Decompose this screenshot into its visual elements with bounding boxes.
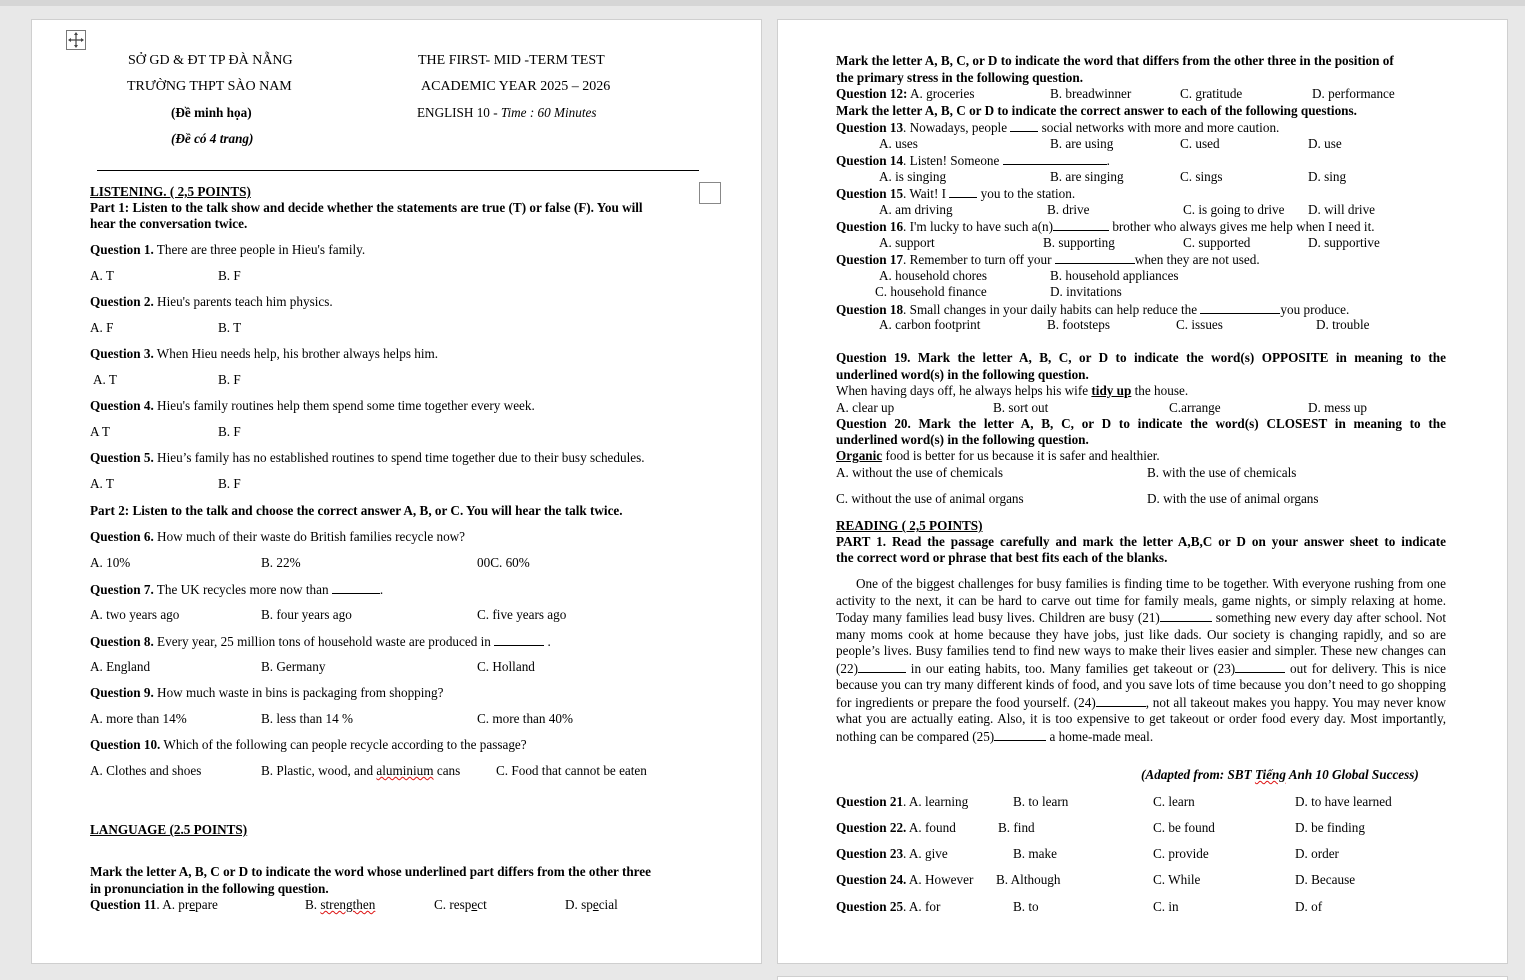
q24-option-b[interactable]: B. Although [996, 872, 1061, 887]
table-move-handle-icon[interactable] [66, 30, 86, 50]
q9-option-b[interactable]: B. less than 14 % [261, 711, 353, 726]
question-15: Question 15. Wait! I you to the station. [836, 186, 1076, 201]
reading-passage: One of the biggest challenges for busy families is finding time to be together. With everyone rushing from one activity to the next, it can be hard to carve out time for family meals, game nights, or simply relaxing at home. Today many families lead busy lives. Children are busy (21) something new every day after school. Not many moms cook at home because they have jobs, just like dads. Our society is changing rapidly, and so are people’s lives. Busy families tend to find new ways to make their lives easier and simpler. These new changes can (22) in our eating habits, too. Many families get takeout or (23) out for delivery. This is nice because you can try many different kinds of food, and you save lots of time because you don’t need to go shopping for ingredients or prepare the food yourself. (24) , not all takeout makes you happy. You may never know what you are actually eating. Also, it is too expensive to get takeout or order food every day. Most importantly, nothing can be compared (25) a home-made meal. [836, 576, 1447, 744]
q17-option-a[interactable]: A. household chores [879, 268, 988, 283]
q20-option-b[interactable]: B. with the use of chemicals [1147, 465, 1297, 480]
question-14: Question 14. Listen! Someone . [836, 153, 1110, 168]
q2-option-a[interactable]: A. F [90, 320, 114, 335]
q20-option-a[interactable]: A. without the use of chemicals [836, 465, 1004, 480]
header-sample-note: (Đề minh họa) [171, 105, 252, 120]
q25-option-d[interactable]: D. of [1295, 899, 1323, 914]
q2-option-b[interactable]: B. T [218, 320, 242, 335]
question-24: Question 24. A. However [836, 872, 974, 887]
mc-instr: Mark the letter A, B, C or D to indicate the correct answer to each of the following questions. [836, 103, 1357, 118]
q18-option-b[interactable]: B. footsteps [1047, 317, 1111, 332]
q14-option-d[interactable]: D. sing [1308, 169, 1347, 184]
q17-option-d[interactable]: D. invitations [1050, 284, 1122, 299]
question-6: Question 6. How much of their waste do British families recycle now? [90, 529, 466, 544]
listening-part1-instr-2: hear the conversation twice. [90, 216, 248, 231]
q16-option-a[interactable]: A. support [879, 235, 935, 250]
question-11: Question 11. A. prepare [90, 897, 218, 912]
q5-option-b[interactable]: B. F [218, 476, 241, 491]
header-department: SỞ GD & ĐT TP ĐÀ NẴNG [128, 53, 293, 68]
stress-instr-1: Mark the letter A, B, C, or D to indicate the word that differs from the other three in the position of [836, 53, 1394, 68]
q9-option-a[interactable]: A. more than 14% [90, 711, 187, 726]
q1-option-a[interactable]: A. T [90, 268, 114, 283]
passage-source: (Adapted from: SBT Tiếng Anh 10 Global Success) [1141, 767, 1419, 782]
q6-option-a[interactable]: A. 10% [90, 555, 131, 570]
q19-sentence: When having days off, he always helps his wife tidy up the house. [836, 383, 1189, 398]
listening-title: LISTENING. ( 2,5 POINTS) [90, 184, 251, 199]
q12-option-b[interactable]: B. breadwinner [1050, 86, 1132, 101]
q16-option-d[interactable]: D. supportive [1308, 235, 1380, 250]
test-title: THE FIRST- MID -TERM TEST [418, 53, 605, 68]
q13-option-a[interactable]: A. uses [879, 136, 918, 151]
header-divider [97, 170, 699, 171]
stress-instr-2: the primary stress in the following question. [836, 70, 1084, 85]
q25-option-c[interactable]: C. in [1153, 899, 1179, 914]
q10-option-a[interactable]: A. Clothes and shoes [90, 763, 202, 778]
q14-option-a[interactable]: A. is singing [879, 169, 947, 184]
q1-option-b[interactable]: B. F [218, 268, 241, 283]
listening-part2-instr: Part 2: Listen to the talk and choose the correct answer A, B, or C. You will hear the talk twice. [90, 503, 623, 518]
q20-option-c[interactable]: C. without the use of animal organs [836, 491, 1024, 506]
header-page-count: (Đề có 4 trang) [171, 131, 254, 146]
q23-option-c[interactable]: C. provide [1153, 846, 1209, 861]
q8-option-a[interactable]: A. England [90, 659, 151, 674]
q21-option-c[interactable]: C. learn [1153, 794, 1195, 809]
subject-time: ENGLISH 10 - Time : 60 Minutes [417, 105, 597, 120]
q22-option-c[interactable]: C. be found [1153, 820, 1215, 835]
q20-instr-2: underlined word(s) in the following question. [836, 432, 1089, 447]
q17-option-b[interactable]: B. household appliances [1050, 268, 1179, 283]
q15-option-d[interactable]: D. will drive [1308, 202, 1376, 217]
q10-option-b[interactable]: B. Plastic, wood, and aluminium cans [261, 763, 461, 778]
question-18: Question 18. Small changes in your daily habits can help reduce the you produce. [836, 302, 1350, 317]
question-1: Question 1. There are three people in Hieu's family. [90, 242, 366, 257]
q7-option-b[interactable]: B. four years ago [261, 607, 352, 622]
question-7: Question 7. The UK recycles more now than . [90, 582, 384, 597]
question-2: Question 2. Hieu's parents teach him physics. [90, 294, 333, 309]
question-5: Question 5. Hieu’s family has no established routines to spend time together due to their busy schedules. [90, 450, 645, 465]
q8-option-b[interactable]: B. Germany [261, 659, 326, 674]
q3-option-b[interactable]: B. F [218, 372, 241, 387]
academic-year: ACADEMIC YEAR 2025 – 2026 [421, 79, 611, 94]
q8-option-c[interactable]: C. Holland [477, 659, 535, 674]
q6-option-b[interactable]: B. 22% [261, 555, 301, 570]
q21-option-b[interactable]: B. to learn [1013, 794, 1069, 809]
q15-option-b[interactable]: B. drive [1047, 202, 1090, 217]
question-12: Question 12: A. groceries [836, 86, 975, 101]
q6-option-c[interactable]: 00C. 60% [477, 555, 530, 570]
q19-option-a[interactable]: A. clear up [836, 400, 895, 415]
q11-option-b[interactable]: B. strengthen [305, 897, 376, 912]
q11-option-d[interactable]: D. special [565, 897, 618, 912]
q9-option-c[interactable]: C. more than 40% [477, 711, 573, 726]
q22-option-d[interactable]: D. be finding [1295, 820, 1365, 835]
q20-option-d[interactable]: D. with the use of animal organs [1147, 491, 1319, 506]
q18-option-d[interactable]: D. trouble [1316, 317, 1370, 332]
question-3: Question 3. When Hieu needs help, his brother always helps him. [90, 346, 439, 361]
reading-instr-2: the correct word or phrase that best fits each of the blanks. [836, 550, 1168, 565]
q7-option-c[interactable]: C. five years ago [477, 607, 567, 622]
q14-option-b[interactable]: B. are singing [1050, 169, 1124, 184]
window-top-bar [0, 0, 1525, 6]
question-8: Question 8. Every year, 25 million tons of household waste are produced in . [90, 634, 551, 649]
q17-option-c[interactable]: C. household finance [875, 284, 987, 299]
q5-option-a[interactable]: A. T [90, 476, 114, 491]
q19-instr-2: underlined word(s) in the following question. [836, 367, 1089, 382]
q16-option-c[interactable]: C. supported [1183, 235, 1251, 250]
q22-option-b[interactable]: B. find [998, 820, 1035, 835]
reading-title: READING ( 2,5 POINTS) [836, 518, 983, 533]
question-13: Question 13. Nowadays, people social networks with more and more caution. [836, 120, 1280, 135]
question-17: Question 17. Remember to turn off your when they are not used. [836, 252, 1260, 267]
q24-option-c[interactable]: C. While [1153, 872, 1201, 887]
q21-option-d[interactable]: D. to have learned [1295, 794, 1392, 809]
listening-part1-instr-1: Part 1: Listen to the talk show and decide whether the statements are true (T) or false (F). You will [90, 200, 643, 215]
pronunciation-instr-2: in pronunciation in the following question. [90, 881, 329, 896]
q7-option-a[interactable]: A. two years ago [90, 607, 180, 622]
question-9: Question 9. How much waste in bins is packaging from shopping? [90, 685, 444, 700]
q19-option-d[interactable]: D. mess up [1308, 400, 1367, 415]
q12-option-d[interactable]: D. performance [1312, 86, 1395, 101]
q23-option-b[interactable]: B. make [1013, 846, 1057, 861]
question-16: Question 16. I'm lucky to have such a(n) brother who always gives me help when I need it. [836, 219, 1375, 234]
q16-option-b[interactable]: B. supporting [1043, 235, 1115, 250]
q14-option-c[interactable]: C. sings [1180, 169, 1223, 184]
language-title: LANGUAGE (2.5 POINTS) [90, 822, 248, 837]
q13-option-b[interactable]: B. are using [1050, 136, 1114, 151]
question-4: Question 4. Hieu's family routines help them spend some time together every week. [90, 398, 535, 413]
q25-option-b[interactable]: B. to [1013, 899, 1039, 914]
q19-instr-1: Question 19. Mark the letter A, B, C, or D to indicate the word(s) OPPOSITE in meaning to the [836, 350, 1446, 365]
q23-option-d[interactable]: D. order [1295, 846, 1339, 861]
q11-option-c[interactable]: C. respect [434, 897, 487, 912]
q24-option-d[interactable]: D. Because [1295, 872, 1356, 887]
q19-option-b[interactable]: B. sort out [993, 400, 1049, 415]
q20-instr-1: Question 20. Mark the letter A, B, C, or D to indicate the word(s) CLOSEST in meaning to the [836, 416, 1446, 431]
question-21: Question 21. A. learning [836, 794, 969, 809]
q12-option-c[interactable]: C. gratitude [1180, 86, 1243, 101]
text-box-frame[interactable] [699, 182, 721, 204]
q10-option-c[interactable]: C. Food that cannot be eaten [496, 763, 647, 778]
q18-option-a[interactable]: A. carbon footprint [879, 317, 981, 332]
q15-option-c[interactable]: C. is going to drive [1183, 202, 1285, 217]
q3-option-a[interactable]: A. T [93, 372, 117, 387]
header-school: TRƯỜNG THPT SÀO NAM [127, 79, 292, 94]
question-23: Question 23. A. give [836, 846, 948, 861]
pronunciation-instr-1: Mark the letter A, B, C or D to indicate the word whose underlined part differs from the other three [90, 864, 652, 879]
q4-option-b[interactable]: B. F [218, 424, 241, 439]
question-25: Question 25. A. for [836, 899, 941, 914]
q19-option-c[interactable]: C.arrange [1169, 400, 1221, 415]
q20-sentence: Organic food is better for us because it is safer and healthier. [836, 448, 1160, 463]
question-10: Question 10. Which of the following can people recycle according to the passage? [90, 737, 527, 752]
reading-instr-1: PART 1. Read the passage carefully and mark the letter A,B,C or D on your answer sheet to indicate [836, 534, 1446, 549]
q18-option-c[interactable]: C. issues [1176, 317, 1223, 332]
q13-option-d[interactable]: D. use [1308, 136, 1342, 151]
document-page-3-edge [777, 976, 1508, 980]
q13-option-c[interactable]: C. used [1180, 136, 1220, 151]
question-22: Question 22. A. found [836, 820, 956, 835]
q15-option-a[interactable]: A. am driving [879, 202, 953, 217]
q4-option-a[interactable]: A T [90, 424, 110, 439]
